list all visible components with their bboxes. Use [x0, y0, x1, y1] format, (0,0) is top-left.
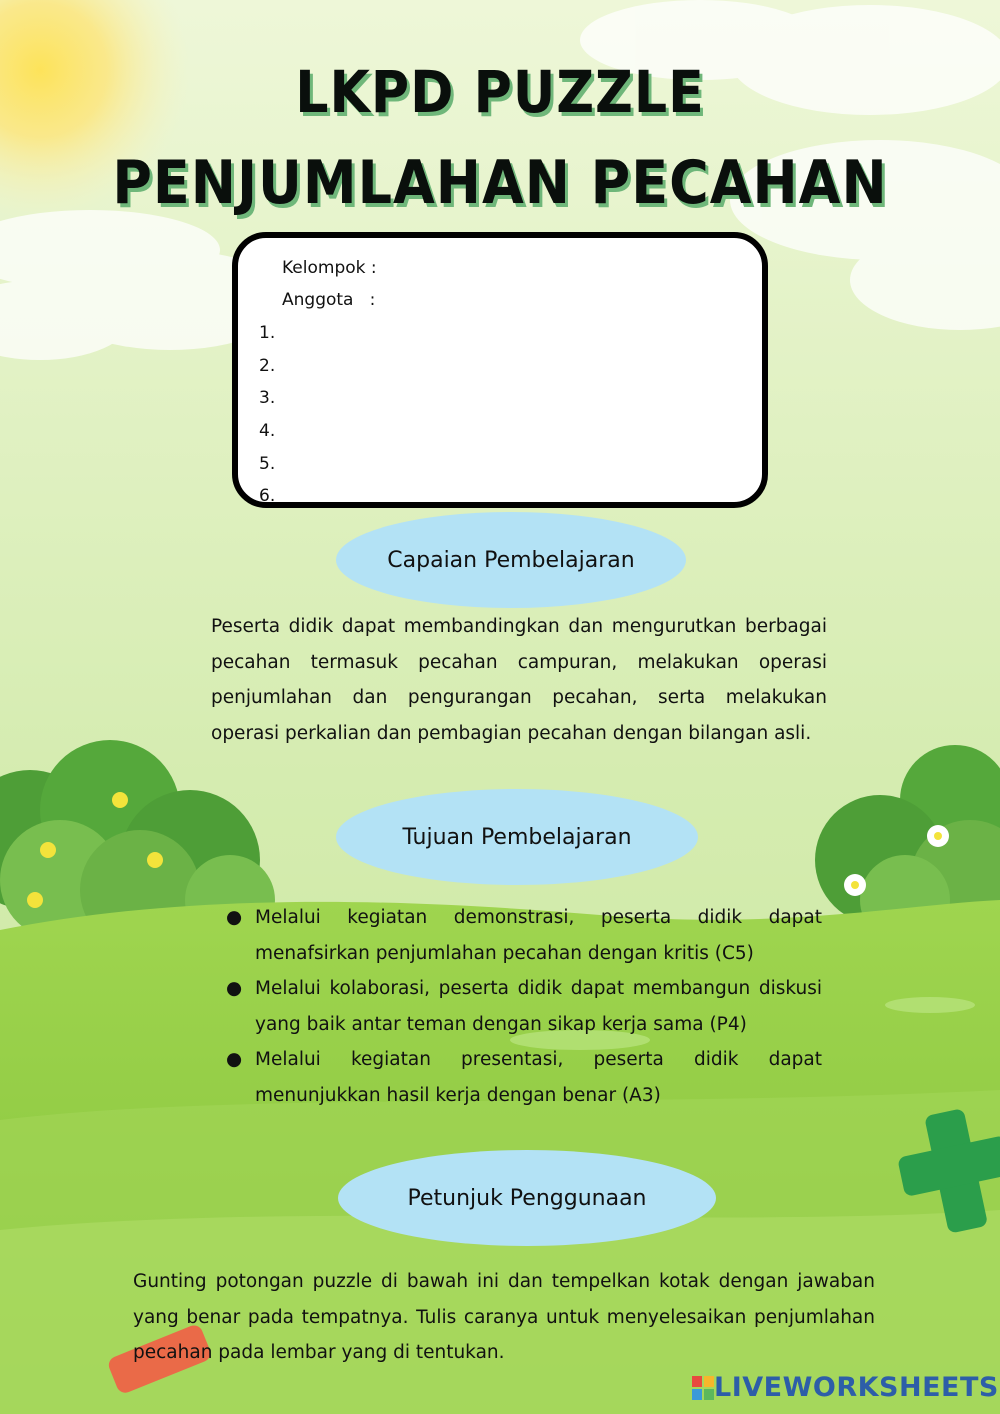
member-number-1: 1. — [259, 323, 276, 343]
title-line-1: LKPD PUZZLE — [295, 58, 705, 126]
liveworksheets-text: LIVEWORKSHEETS — [714, 1372, 999, 1403]
capaian-text: Peserta didik dapat membandingkan dan mengurutkan berbagai pecahan termasuk pecahan campuran, melakukan operasi penjumlahan dan pengurangan pecahan, serta melakukan operasi perkalian dan pembagian pecahan dengan bilangan asli. — [211, 616, 827, 744]
tujuan-list — [226, 900, 822, 1113]
member-number-2: 2. — [259, 356, 276, 376]
tujuan-item-3: ● Melalui kegiatan presentasi, peserta didik dapat menunjukkan hasil kerja dengan benar (A3) — [226, 1049, 822, 1106]
tujuan-heading: Tujuan Pembelajaran — [336, 789, 698, 885]
liveworksheets-icon — [692, 1376, 714, 1400]
petunjuk-text: Gunting potongan puzzle di bawah ini dan tempelkan kotak dengan jawaban yang benar pada tempatnya. Tulis caranya untuk menyelesaikan penjumlahan pecahan pada lembar yang di tentukan. — [133, 1271, 875, 1363]
tujuan-item-1: ● Melalui kegiatan demonstrasi, peserta didik dapat menafsirkan penjumlahan pecahan dengan kritis (C5) — [226, 907, 822, 964]
petunjuk-heading: Petunjuk Penggunaan — [338, 1150, 716, 1246]
member-number-4: 4. — [259, 421, 276, 441]
group-label: Kelompok : — [282, 258, 377, 278]
member-number-6: 6. — [259, 486, 276, 506]
capaian-heading: Capaian Pembelajaran — [336, 512, 686, 608]
member-number-3: 3. — [259, 388, 276, 408]
identity-box — [232, 232, 768, 508]
liveworksheets-logo[interactable] — [692, 1372, 999, 1403]
title-line-2: PENJUMLAHAN PECAHAN — [112, 148, 888, 218]
member-number-5: 5. — [259, 454, 276, 474]
tujuan-item-2: ● Melalui kolaborasi, peserta didik dapat membangun diskusi yang baik antar teman dengan sikap kerja sama (P4) — [226, 978, 822, 1035]
members-label: Anggota : — [282, 290, 376, 310]
